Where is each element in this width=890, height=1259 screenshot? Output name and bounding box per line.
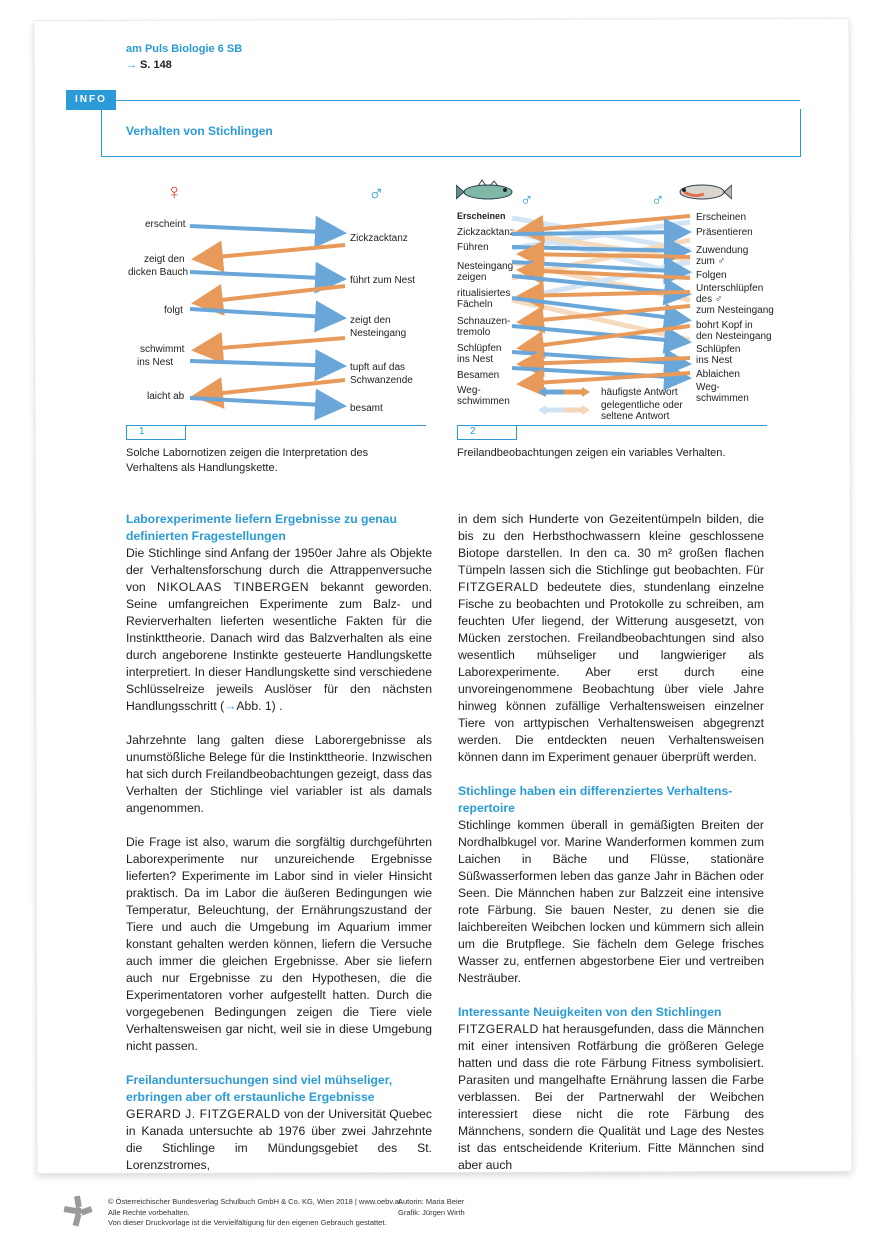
f2-left-label: zeigen [457, 272, 487, 283]
f1-male-step: Nesteingang [350, 328, 407, 339]
f2-right-label: zum ♂ [696, 256, 726, 267]
book-title: am Puls Biologie 6 SB [126, 43, 243, 55]
f2-right-label: schwimmen [696, 393, 749, 404]
f2-left-label: tremolo [457, 327, 491, 338]
female-symbol: ♀ [166, 179, 183, 204]
f2-right-label: den Nesteingang [696, 331, 772, 342]
f1-female-step: zeigt den [144, 254, 185, 265]
legend-label: gelegentliche oder [601, 400, 683, 411]
male-symbol: ♂ [520, 190, 534, 210]
f2-left-label: Erscheinen [457, 211, 506, 221]
figure-2-number: 2 [457, 425, 517, 440]
f2-right-label: Schlüpfen [696, 344, 741, 355]
male-symbol: ♂ [651, 190, 665, 210]
f1-male-step: führt zum Nest [350, 275, 416, 286]
f2-left-label: ritualisiertes [457, 288, 511, 299]
legend-arrows [538, 387, 590, 415]
info-heading: Verhalten von Stichlingen [126, 124, 273, 138]
f1-female-step: dicken Bauch [128, 267, 189, 278]
f2-left-label: Nesteingang [457, 261, 514, 272]
f2-right-label: Ablaichen [696, 369, 740, 380]
f2-left-label: Besamen [457, 370, 500, 381]
right-column [458, 511, 764, 1174]
f2-right-label: ins Nest [696, 355, 733, 366]
f2-left-label: Zickzacktanz [457, 227, 515, 238]
f2-right-label: des ♂ [696, 294, 723, 305]
left-column [126, 511, 432, 1174]
f2-left-label: Weg- [457, 385, 481, 396]
copyright-notice: © Österreichischer Bundesverlag Schulbuch GmbH & Co. KG, Wien 2018 | www.oebv.at Alle Rechte vorbehalten. Von dieser Druckvorlage ist die Vervielfältigung für den eigenen Gebrauch gestattet. [108, 1197, 401, 1227]
paragraph: Die Frage ist also, warum die sorgfältig durchgeführten Laborexperimente nur unzureichende Ergebnisse lieferten? Experimente im Labor sind in vieler Hinsicht praktisch. Da im Labor die äußeren Bedingungen wie Temperatur, Beleuchtung, der Ernährungszustand der Tiere und auch die Umgebung im Aquarium immer konstant gehalten werden können, liefern die Versuche auch immer die gleichen Ergebnisse. Aber sie liefern auch nur Ergebnisse zu den Hypothesen, die die Experimentatoren vorher aufgestellt hatten. Durch die vorgegebenen Bedingungen zeigen die Tiere viele Verhaltensweisen gar nicht, weil sie in diese Umgebung nicht passen. [126, 835, 432, 1053]
paragraph: Die Stichlinge sind Anfang der 1950er Jahre als Objekte der Verhaltensforschung durch die Attrappenversuche von NIKOLAAS TINBERGEN bekannt geworden. Seine umfangreichen Experimente zum Balz- und Revierverhalten lieferten wesentliche Fakten für die Instinkttheorie. Danach wird das Balzverhalten als eine durch angeborene Instinkte gesteuerte Handlungskette interpretiert. In dieser Handlungskette sind verschiedene Schlüsselreize jeweils Auslöser für den nächsten Handlungsschritt (→Abb. 1) . [126, 546, 432, 713]
figure-1-number: 1 [126, 425, 186, 440]
arrow-right-icon: → [224, 699, 237, 713]
section-heading: Stichlinge haben ein differenziertes Verhaltens- repertoire [458, 784, 733, 815]
f1-female-step: folgt [164, 305, 183, 316]
credits: Autorin: Maria Beier Grafik: Jürgen Wirth [398, 1197, 465, 1217]
figure-2-caption: Freilandbeobachtungen zeigen ein variables Verhalten. [457, 447, 726, 459]
f2-left-label: ins Nest [457, 354, 494, 365]
section-heading: Interessante Neuigkeiten von den Stichlingen [458, 1005, 722, 1019]
f1-female-step: schwimmt [140, 344, 185, 355]
f1-male-step: Schwanzende [350, 375, 413, 386]
info-tab: INFO [66, 90, 116, 110]
f1-male-step: besamt [350, 403, 383, 414]
f2-left-label: Fächeln [457, 299, 493, 310]
f2-left-label: Schlüpfen [457, 343, 502, 354]
paragraph: FITZGERALD hat herausgefunden, dass die Männchen mit einer intensiven Rotfärbung die größeren Gelege hatten und dass die rote Färbung Fitness symbolisiert. Parasiten und mangelhafte Ernährung lassen die Farbe verblassen. Bei der Partnerwahl der Weibchen interessiert diese nicht die rote Färbung des Männchens, sondern die Qualität und Lage des Nestes ist das entscheidende Kriterium. Fitte Männchen sind aber auch [458, 1022, 764, 1172]
f2-left-label: Schnauzen- [457, 316, 511, 327]
figure-1-caption-line: Solche Labornotizen zeigen die Interpretation des [126, 447, 369, 459]
f2-right-label: Erscheinen [696, 212, 747, 223]
f1-female-step: laicht ab [147, 391, 185, 402]
f2-left-label: Führen [457, 242, 489, 253]
f2-right-label: Folgen [696, 270, 727, 281]
f2-right-label: Zuwendung [696, 245, 749, 256]
figure-2-arrows [0, 0, 890, 460]
f1-male-step: Zickzacktanz [350, 233, 408, 244]
f1-male-step: tupft auf das [350, 362, 406, 373]
paragraph: in dem sich Hunderte von Gezeitentümpeln bilden, die bis zu den Herbsthochwassern kleine geschlossene Biotope darstellen. In den ca. 30 m² großen flachen Tümpeln lassen sich die Stichlinge gut beobachten. Für FITZGERALD bedeutete dies, stundenlang einzelne Fische zu beobachten und Protokolle zu schreiben, am feuchten Ufer liegend, der Witterung ausgesetzt, von Mücken zerstochen. Freilandbeobachtungen sind also wesentlich mühseliger und langwieriger als Laborexperimente. Aber erst durch eine unvoreingenommene Beobachtung über viele Jahre hinweg können zufällige Verhaltensweisen einzelner Tiere von arttypischen Verhaltensweisen abgegrenzt werden. Die entdeckten neuen Verhaltensweisen können dann im Experiment genauer überprüft werden. [458, 512, 764, 764]
f2-right-label: Unterschlüpfen [696, 283, 764, 294]
paragraph: GERARD J. FITZGERALD von der Universität Quebec in Kanada untersuchte ab 1976 über zwei Jahrzehnte die Stichlinge im Mündungsgebiet des St. Lorenzstromes, [126, 1107, 432, 1172]
legend-label: häufigste Antwort [601, 387, 678, 398]
paragraph: Stichlinge kommen überall in gemäßigten Breiten der Nordhalbkugel vor. Marine Wanderformen kommen zum Laichen in Bäche und Flüsse, stationäre Süßwasserformen leben das ganze Jahr in Bächen oder Seen. Die Männchen haben zur Balzzeit eine intensive rote Färbung. Sie bauen Nester, zu denen sie die laichbereiten Weibchen locken und kümmern sich allein um die Brutpflege. Sie fächeln dem Gelege frisches Wasser zu, entfernen abgestorbene Eier und vertreiben Nesträuber. [458, 818, 764, 985]
f1-female-step: erscheint [145, 219, 186, 230]
page-ref-text: S. 148 [140, 59, 172, 71]
f2-right-label: zum Nesteingang [696, 305, 774, 316]
f1-female-step: ins Nest [137, 357, 174, 368]
legend-label: seltene Antwort [601, 411, 670, 422]
f2-right-label: Präsentieren [696, 227, 753, 238]
section-heading: Freilanduntersuchungen sind viel mühseliger, erbringen aber oft erstaunliche Ergebnisse [126, 1073, 393, 1104]
publisher-logo-icon [62, 1194, 94, 1228]
arrow-right-icon: → [126, 59, 137, 71]
f2-left-label: schwimmen [457, 396, 510, 407]
f1-male-step: zeigt den [350, 315, 391, 326]
section-heading: Laborexperimente liefern Ergebnisse zu genau definierten Fragestellungen [126, 512, 397, 543]
f2-right-label: Weg- [696, 382, 720, 393]
f2-right-label: bohrt Kopf in [696, 320, 753, 331]
arrow-female-to-male [512, 232, 688, 234]
figure-1-caption-line: Verhaltens als Handlungskette. [126, 462, 278, 474]
male-symbol: ♂ [368, 181, 385, 206]
paragraph: Jahrzehnte lang galten diese Laborergebnisse als unumstößliche Belege für die Instinkttheorie. Inzwischen hat sich durch Freilandbeobachtungen gezeigt, dass das Verhalten der Stichlinge viel variabler ist als damals angenommen. [126, 733, 432, 815]
